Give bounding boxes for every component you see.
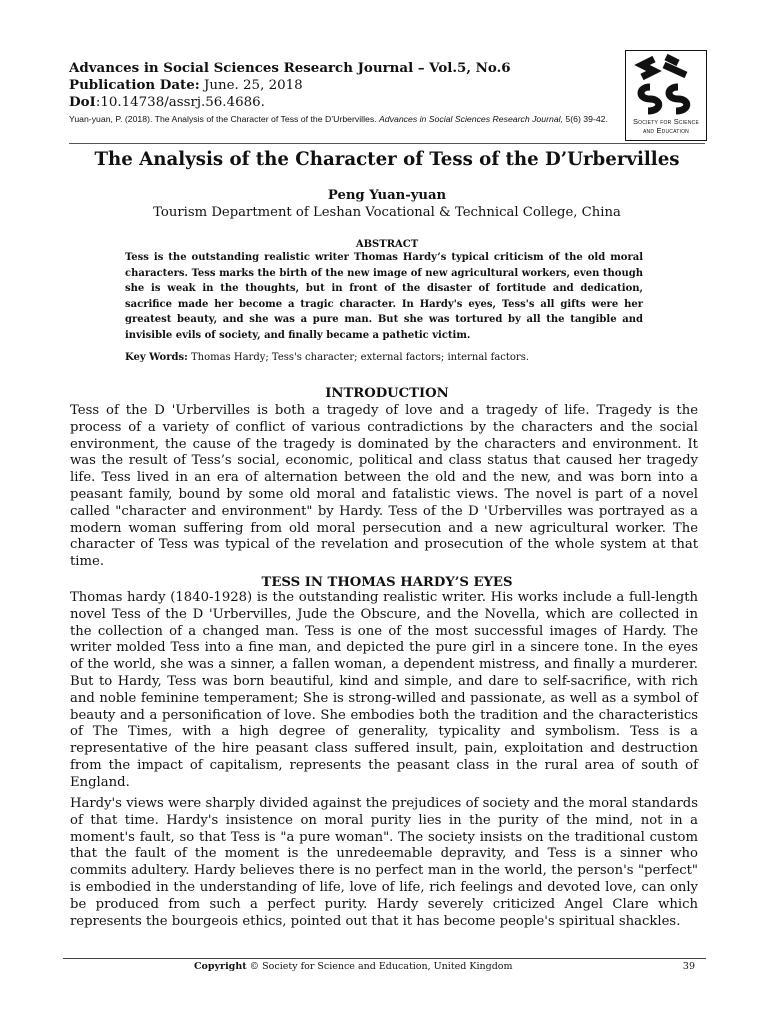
citation-journal: Advances in Social Sciences Research Journal, [379, 114, 563, 124]
author-affiliation: Tourism Department of Leshan Vocational & Technical College, China [153, 205, 621, 220]
page-number: 39 [682, 961, 695, 972]
citation-line [69, 114, 625, 126]
journal-name: Advances in Social Sciences Research Journal – Vol.5, No.6 [69, 60, 511, 76]
doi-line [69, 94, 614, 111]
article-title: The Analysis of the Character of Tess of the D’Urbervilles [94, 149, 680, 170]
keywords-line [125, 350, 685, 365]
journal-header [69, 59, 614, 126]
doi-label: DoI [69, 94, 96, 110]
abstract-heading: ABSTRACT [355, 239, 419, 250]
society-logo-caption [626, 117, 706, 135]
copyright-label: Copyright [194, 961, 247, 972]
tess-in-hardys-eyes-heading: TESS IN THOMAS HARDY’S EYES [261, 575, 513, 590]
publication-date-value: June. 25, 2018 [199, 78, 303, 93]
keywords-label: Key Words: [125, 352, 188, 363]
abstract-text: Tess is the outstanding realistic writer Thomas Hardy’s typical criticism of the old moral characters. Tess marks the birth of the new image of new agricultural workers, even though she is weak in the thoughts, but in front of the disaster of fortitude and dedication, sacrifice made her become a tragic character. In Hardy's eyes, Tess's all gifts were her greatest beauty, and she was a pure man. But she was tortured by all the tangible and invisible evils of society, and finally became a pathetic victim. [125, 252, 643, 341]
introduction-paragraph: Tess of the D 'Urbervilles is both a tragedy of love and a tragedy of life. Tragedy is the process of a variety of conflict of various contradictions by the characters and the social environment, the cause of the tragedy is dominated by the characters and environment. It was the result of Tess’s social, economic, political and class status that caused her tragedy life. Tess lived in an era of alternation between the old and the new, and was born into a peasant family, bound by some old moral and fatalistic views. The novel is part of a novel called "character and environment" by Hardy. Tess of the D 'Urbervilles was portrayed as a modern woman suffering from old moral persecution and a new agricultural worker. The character of Tess was typical of the revelation and prosecution of the whole system at that time. [70, 403, 698, 570]
publication-date-label: Publication Date: [69, 77, 200, 93]
citation-issue: 5(6) 39-42. [563, 114, 608, 124]
society-logo-icon [634, 53, 698, 115]
publication-date [69, 77, 614, 94]
introduction-heading: INTRODUCTION [325, 386, 449, 401]
society-logo [625, 50, 707, 141]
body-paragraph-1: Thomas hardy (1840-1928) is the outstanding realistic writer. His works include a full-length novel Tess of the D 'Urbervilles, Jude the Obscure, and the Novella, which are collected in the collection of a changed man. Tess is one of the most successful images of Hardy. The writer molded Tess into a fine man, and depicted the pure girl in a sincere tone. In the eyes of the world, she was a sinner, a fallen woman, a dependent mistress, and finally a murderer. But to Hardy, Tess was born beautiful, kind and simple, and dare to self-sacrifice, with rich and noble feminine temperament; She is strong-willed and passionate, as well as a symbol of beauty and a personification of love. She embodies both the tradition and the characteristics of The Times, with a high degree of generality, typicality and symbolism. Tess is a representative of the hire peasant class suffered insult, pain, exploitation and destruction from the impact of capitalism, represents the peasant class in the rural area of south of England. [70, 590, 698, 790]
copyright-text: © Society for Science and Education, United Kingdom [246, 961, 513, 972]
logo-line-1: Society for Science [632, 117, 700, 126]
doi-link[interactable]: :10.14738/assrj.56.4686. [95, 95, 265, 110]
logo-line-2: and Education [643, 126, 689, 135]
body-paragraph-2: Hardy's views were sharply divided against the prejudices of society and the moral standards of that time. Hardy's insistence on moral purity lies in the purity of the mind, not in a moment's fault, so that Tess is "a pure woman". The society insists on the traditional custom that the fault of the moment is the unredeemable depravity, and Tess is a sinner who commits adultery. Hardy believes there is no perfect man in the world, the person's "perfect" is embodied in the understanding of life, love of life, rich feelings and devoted love, can only be produced from such a perfect purity. Hardy severely criticized Angel Clare which represents the bourgeois ethics, pointed out that it has become people's spiritual shackles. [70, 796, 698, 929]
copyright-notice [194, 960, 513, 973]
author-name: Peng Yuan-yuan [327, 188, 447, 203]
keywords-text: Thomas Hardy; Tess's character; external factors; internal factors. [187, 352, 530, 363]
footer-divider [63, 958, 706, 959]
citation-text: Yuan-yuan, P. (2018). The Analysis of the Character of Tess of the D’Urbervilles. [69, 114, 380, 124]
header-divider [69, 143, 705, 144]
